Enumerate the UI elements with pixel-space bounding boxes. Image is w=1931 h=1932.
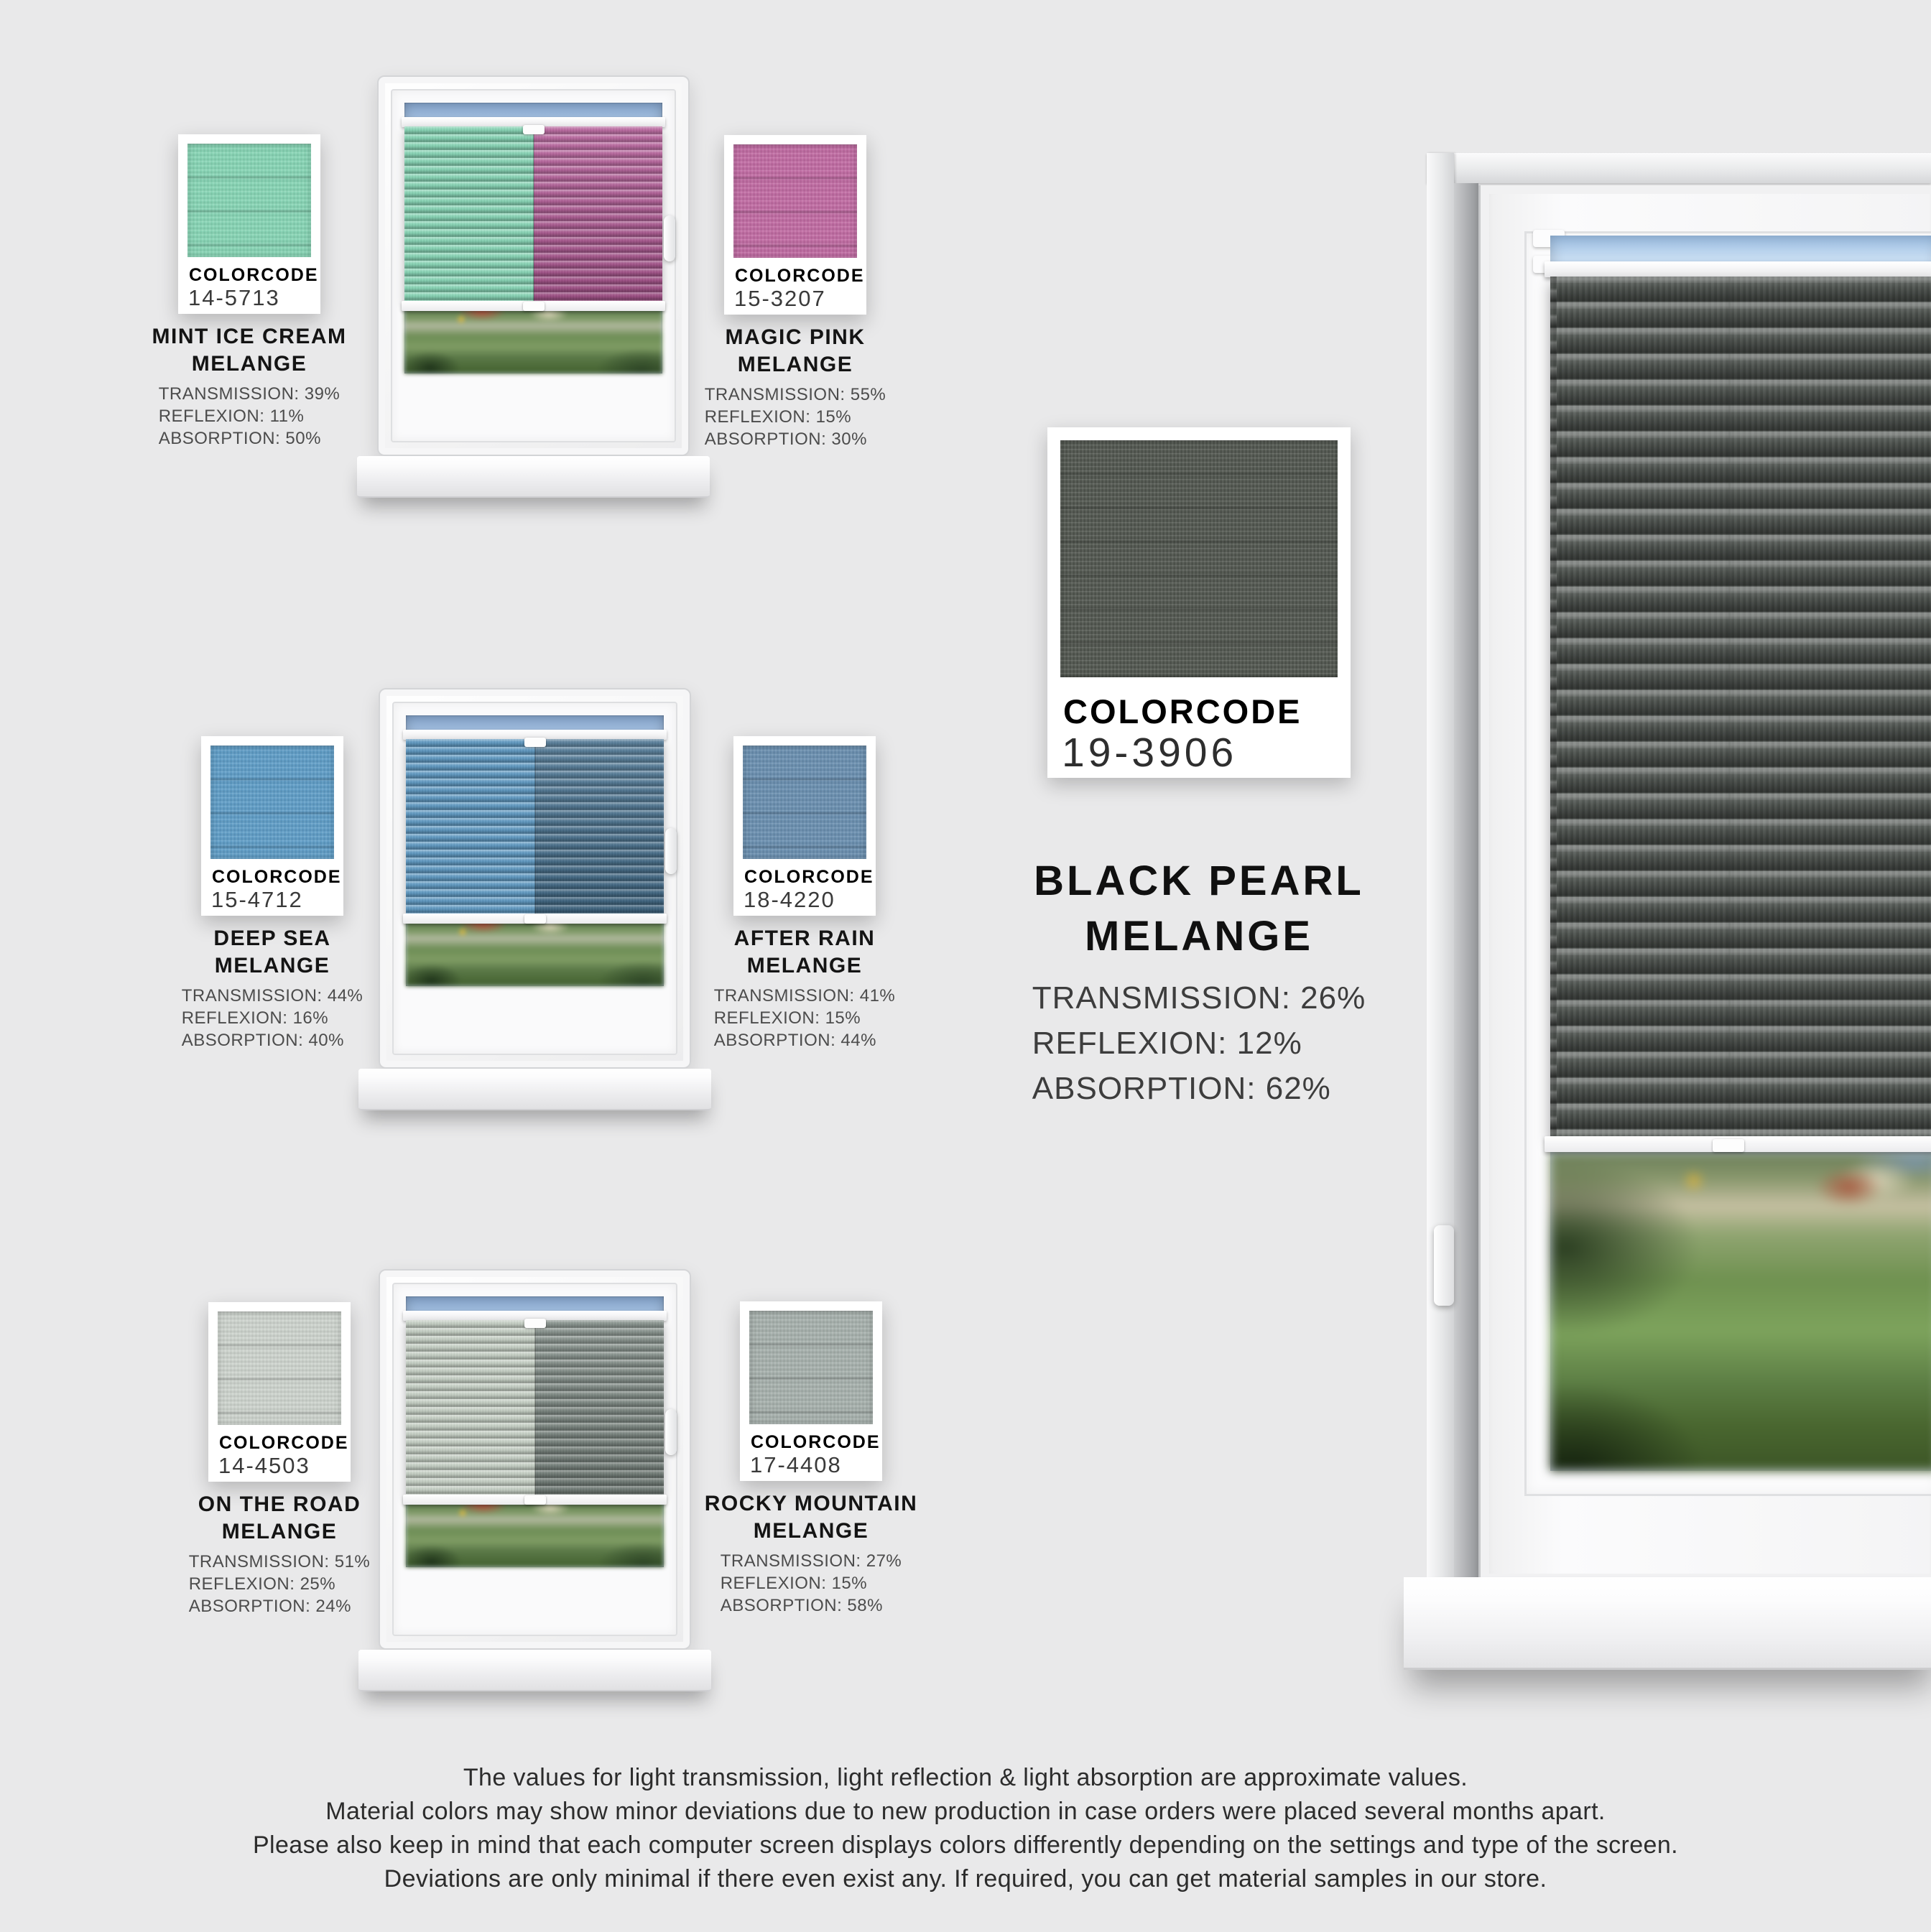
transmission-value: TRANSMISSION: 51% — [188, 1552, 371, 1571]
blind-divider — [533, 126, 534, 302]
blind-right-half — [534, 126, 663, 302]
blind-clip — [524, 738, 546, 747]
colorcode-value: 19-3906 — [1062, 730, 1238, 776]
blind-right-half — [535, 739, 664, 914]
blind-divider — [534, 1320, 536, 1495]
blind-headrail — [1545, 261, 1931, 277]
windowsill — [358, 1069, 711, 1110]
reflexion-value: REFLEXION: 11% — [158, 407, 305, 426]
blind-clip — [524, 1319, 546, 1328]
swatch-info-after-rain — [690, 925, 920, 1051]
swatch-info-rocky-mountain — [696, 1490, 926, 1617]
swatch-name: MINT ICE CREAM — [152, 325, 347, 348]
absorption-value: ABSORPTION: 50% — [158, 429, 321, 448]
window-glass — [406, 715, 664, 986]
window-handle — [665, 1409, 677, 1455]
pleated-blind — [404, 117, 662, 311]
reflexion-value: REFLEXION: 15% — [720, 1574, 868, 1593]
disclaimer-line: Please also keep in mind that each computer screen displays colors differently depending on the settings and type of the screen. — [252, 1831, 1679, 1859]
window-mockup-1 — [377, 75, 690, 456]
colorcode-card-magic-pink — [724, 135, 866, 315]
disclaimer-line: The values for light transmission, light reflection & light absorption are approximate values. — [463, 1764, 1468, 1791]
colorcode-value: 15-4712 — [211, 887, 303, 912]
colorcode-label: COLORCODE — [751, 1432, 881, 1452]
transmission-value: TRANSMISSION: 39% — [158, 384, 341, 404]
fabric-swatch — [733, 144, 857, 258]
transmission-value: TRANSMISSION: 44% — [181, 986, 363, 1006]
colorcode-card-black-pearl — [1047, 427, 1351, 778]
swatch-name: MELANGE — [221, 1520, 338, 1543]
colorcode-label: COLORCODE — [744, 867, 874, 887]
blind-right-half — [535, 1320, 664, 1495]
colorcode-card-after-rain — [733, 736, 876, 916]
fabric-swatch — [210, 746, 334, 859]
landscape-view — [1550, 1152, 1931, 1471]
wall-shadow-gap — [1454, 183, 1478, 1578]
window-mockup-large — [1478, 185, 1931, 1582]
fabric-swatch — [1060, 440, 1338, 677]
fabric-swatch — [187, 144, 311, 257]
blind-divider — [534, 739, 536, 914]
reflexion-value: REFLEXION: 16% — [181, 1008, 329, 1028]
reflexion-value: REFLEXION: 25% — [188, 1574, 336, 1594]
absorption-value: ABSORPTION: 40% — [181, 1031, 344, 1050]
blind-clip — [1713, 1139, 1744, 1152]
windowsill — [357, 456, 710, 498]
pleated-blind — [1550, 261, 1931, 1152]
colorcode-label: COLORCODE — [189, 265, 319, 285]
swatch-name: MELANGE — [1085, 913, 1313, 960]
reflexion-value: REFLEXION: 12% — [1032, 1026, 1302, 1061]
colorcode-card-on-the-road — [208, 1302, 351, 1482]
colorcode-value: 15-3207 — [734, 286, 826, 311]
swatch-info-on-the-road — [165, 1491, 394, 1617]
swatch-info-magic-pink — [680, 324, 910, 450]
disclaimer — [247, 1761, 1684, 1896]
fabric-swatch — [749, 1311, 873, 1424]
reflexion-value: REFLEXION: 15% — [704, 407, 852, 427]
absorption-value: ABSORPTION: 58% — [720, 1596, 883, 1615]
absorption-value: ABSORPTION: 30% — [704, 429, 867, 449]
window-glass — [1550, 236, 1931, 1471]
wall-molding-left — [1427, 153, 1454, 1648]
swatch-name: BLACK PEARL — [1034, 858, 1364, 904]
window-glass — [406, 1296, 664, 1567]
swatch-name: MELANGE — [737, 353, 853, 376]
transmission-value: TRANSMISSION: 26% — [1032, 980, 1366, 1016]
wall-molding-top — [1427, 153, 1931, 183]
colorcode-label: COLORCODE — [735, 266, 865, 286]
transmission-value: TRANSMISSION: 55% — [704, 385, 886, 404]
windowsill-large — [1404, 1577, 1931, 1670]
colorcode-label: COLORCODE — [219, 1433, 349, 1453]
fabric-swatch — [218, 1311, 341, 1425]
window-handle — [665, 828, 677, 874]
fabric-swatch — [743, 746, 866, 859]
blind-left-half — [406, 739, 535, 914]
blind-clip — [523, 302, 545, 311]
blind-clip — [523, 125, 545, 134]
colorcode-value: 18-4220 — [744, 887, 835, 912]
colorcode-value: 14-4503 — [218, 1453, 310, 1478]
absorption-value: ABSORPTION: 44% — [713, 1031, 876, 1050]
windowsill — [358, 1650, 711, 1691]
colorcode-label: COLORCODE — [212, 867, 342, 887]
disclaimer-line: Material colors may show minor deviations due to new production in case orders were placed several months apart. — [325, 1798, 1606, 1825]
window-latch — [1434, 1225, 1454, 1306]
swatch-name: ON THE ROAD — [198, 1492, 361, 1516]
window-mockup-3 — [379, 1269, 691, 1650]
landscape-view — [406, 1501, 664, 1567]
transmission-value: TRANSMISSION: 27% — [720, 1551, 902, 1571]
swatch-name: DEEP SEA — [213, 926, 331, 950]
swatch-name: MAGIC PINK — [725, 325, 866, 349]
swatch-info-black-pearl — [1012, 853, 1386, 1111]
pleated-blind — [406, 1311, 664, 1505]
swatch-name: MELANGE — [214, 954, 330, 977]
blind-clip — [524, 1495, 546, 1505]
disclaimer-line: Deviations are only minimal if there even exist any. If required, you can get material samples in our store. — [384, 1865, 1547, 1892]
reflexion-value: REFLEXION: 15% — [713, 1008, 861, 1028]
window-glass — [404, 103, 662, 373]
window-handle — [664, 215, 675, 261]
colorcode-label: COLORCODE — [1063, 692, 1302, 730]
blind-clip — [524, 914, 546, 924]
swatch-name: MELANGE — [191, 352, 307, 376]
landscape-view — [404, 307, 662, 373]
swatch-info-deep-sea — [157, 925, 387, 1051]
landscape-view — [406, 920, 664, 986]
colorcode-value: 17-4408 — [750, 1452, 842, 1477]
blind-fabric — [1550, 277, 1931, 1137]
pleated-blind — [406, 730, 664, 924]
transmission-value: TRANSMISSION: 41% — [713, 986, 896, 1006]
swatch-info-mint — [134, 323, 364, 450]
swatch-name: MELANGE — [746, 954, 863, 977]
colorcode-card-rocky-mountain — [740, 1301, 882, 1481]
blind-left-half — [406, 1320, 535, 1495]
window-mockup-2 — [379, 688, 691, 1069]
absorption-value: ABSORPTION: 24% — [188, 1597, 351, 1616]
colorcode-card-deep-sea — [201, 736, 343, 916]
swatch-name: AFTER RAIN — [733, 926, 876, 950]
swatch-name: MELANGE — [753, 1519, 869, 1543]
blind-left-half — [404, 126, 534, 302]
colorcode-card-mint — [178, 134, 320, 314]
absorption-value: ABSORPTION: 62% — [1032, 1071, 1331, 1106]
colorcode-value: 14-5713 — [188, 285, 280, 310]
swatch-name: ROCKY MOUNTAIN — [704, 1492, 918, 1515]
